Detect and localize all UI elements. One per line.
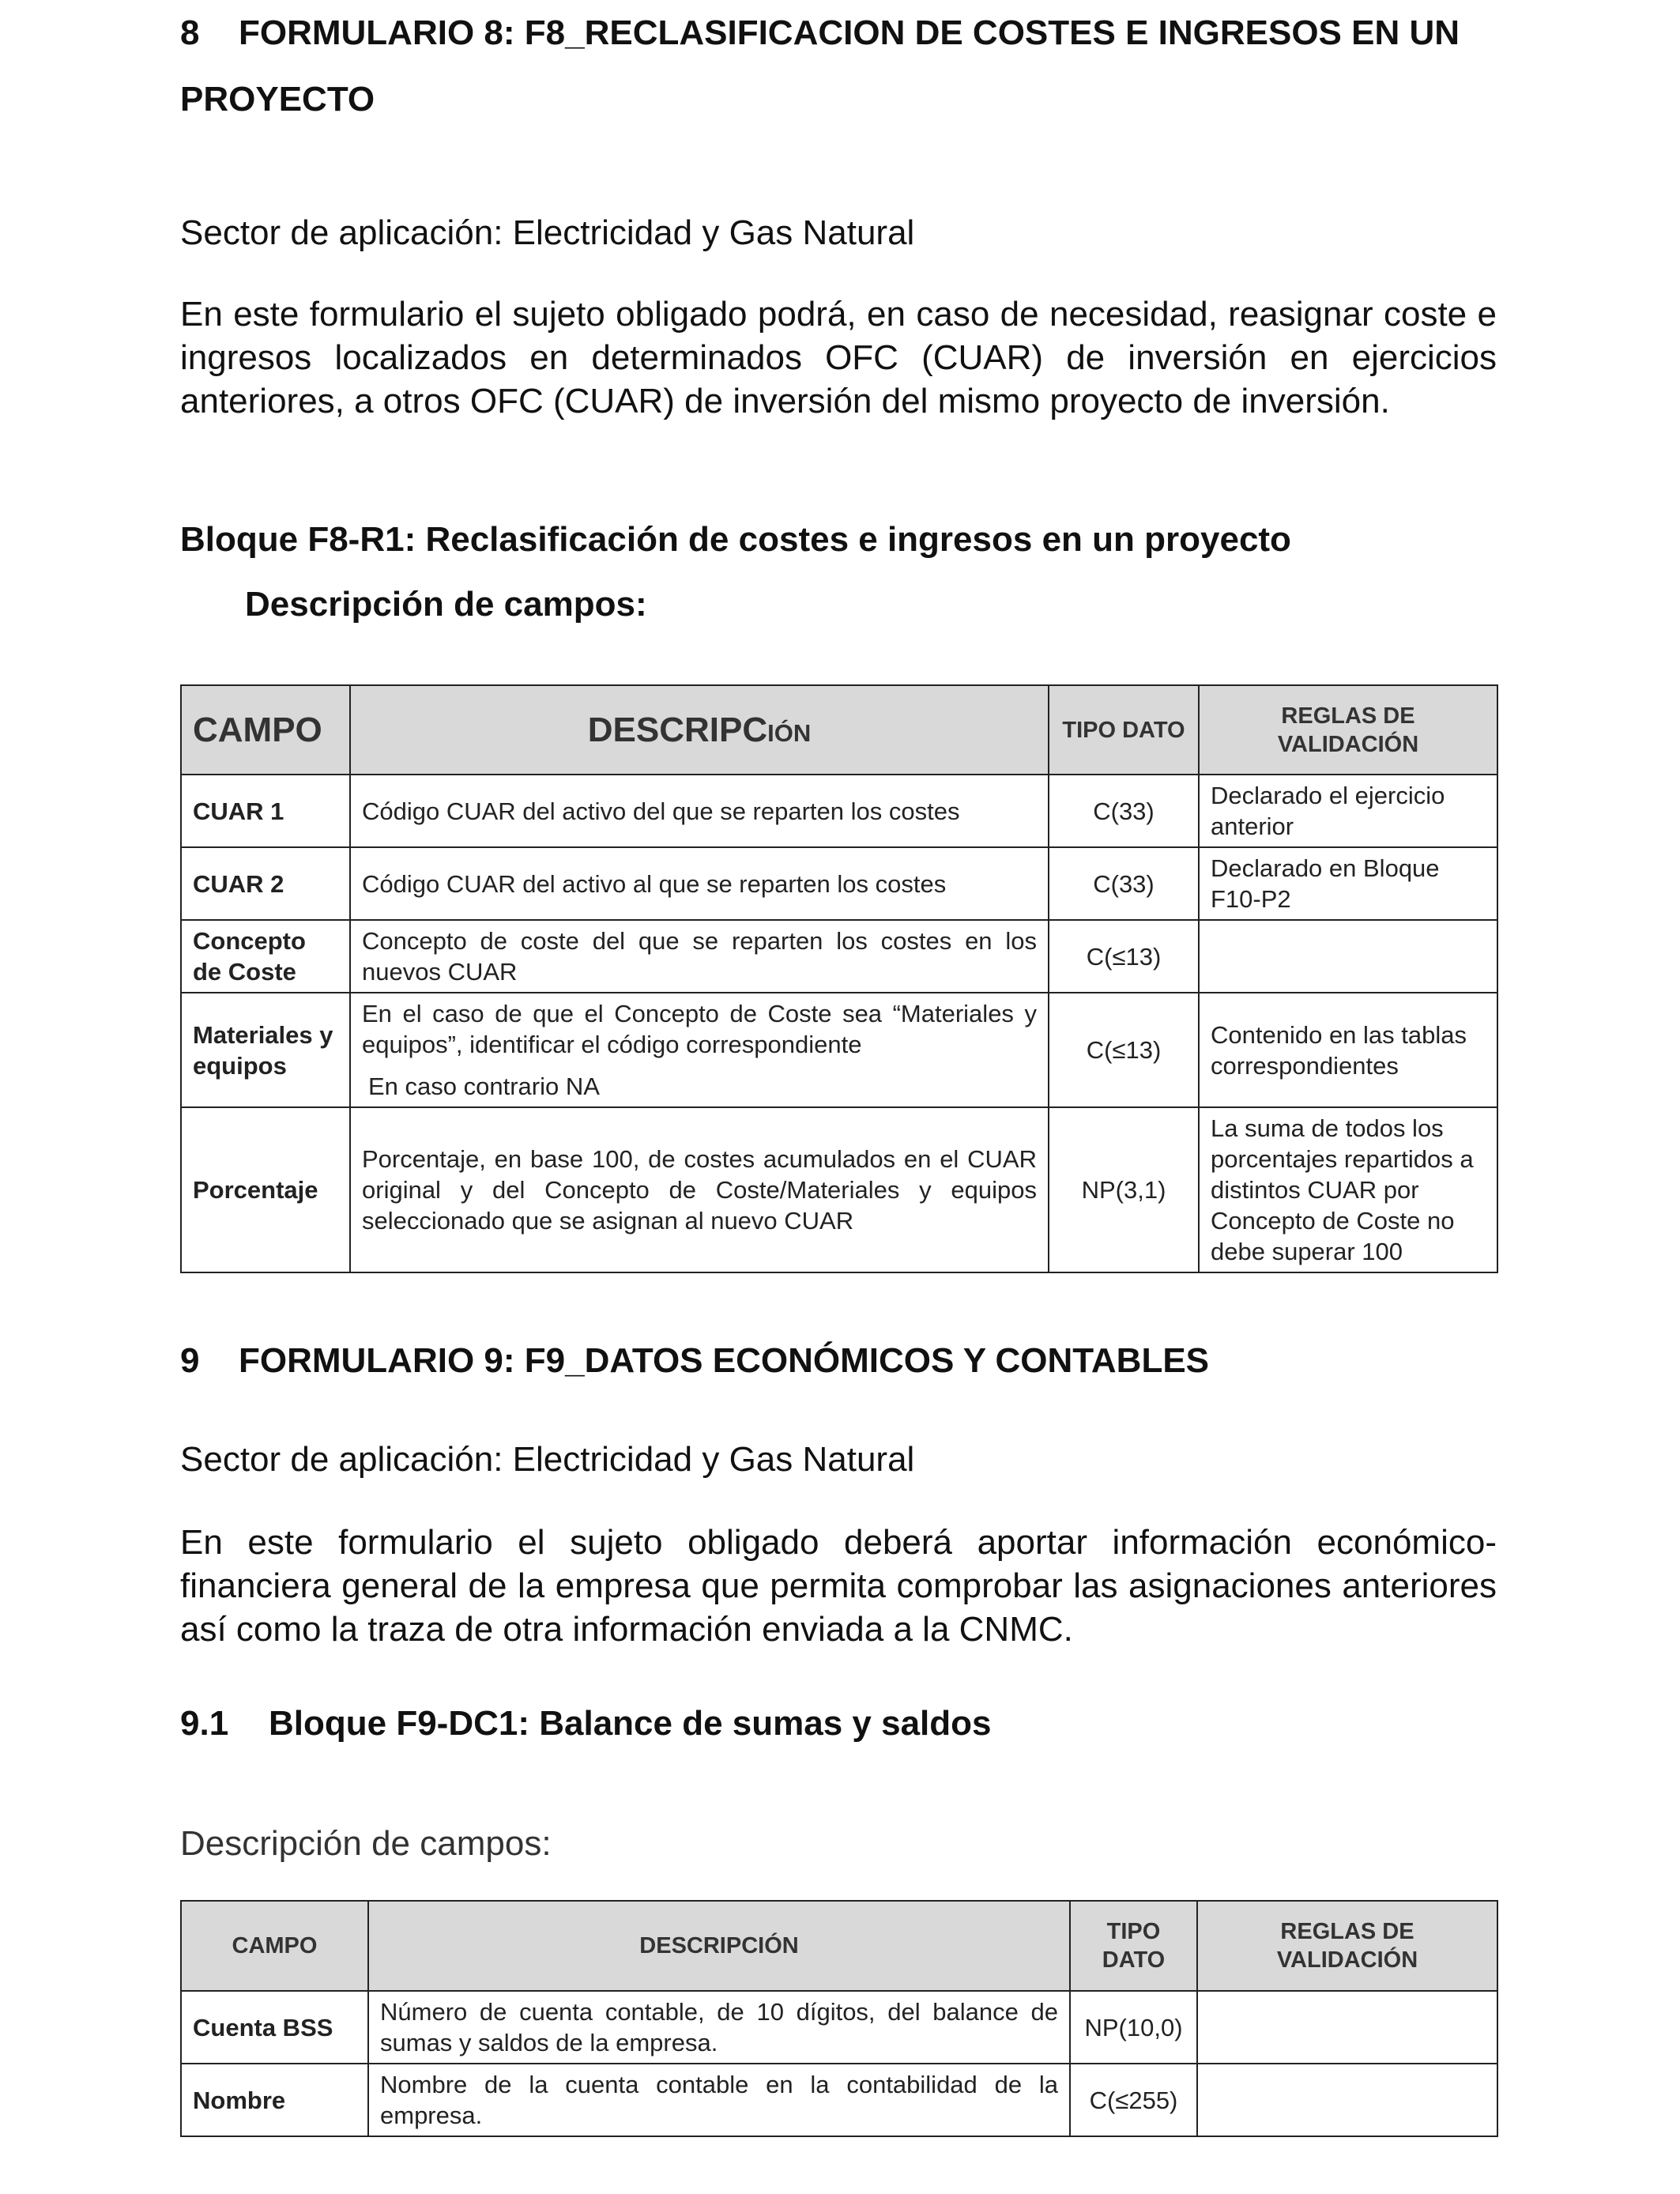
block-f9-dc1-number: 9.1	[180, 1704, 229, 1743]
header-descripcion: DESCRIPCIÓN	[368, 1901, 1070, 1991]
section-9-heading	[180, 1328, 1497, 1394]
campo-cell: CUAR 1	[181, 775, 350, 847]
table-header-row	[181, 685, 1497, 775]
reglas-cell: Declarado el ejercicio anterior	[1199, 775, 1497, 847]
reglas-cell	[1197, 1991, 1497, 2064]
f8-fields-title: Descripción de campos:	[245, 585, 647, 624]
header-reglas-validacion: REGLAS DE VALIDACIÓN	[1197, 1901, 1497, 1991]
tipo-cell: C(33)	[1049, 847, 1199, 920]
table-row	[181, 993, 1497, 1107]
tipo-cell: C(≤13)	[1049, 920, 1199, 993]
block-f9-dc1-heading	[180, 1704, 992, 1744]
reglas-cell: Contenido en las tablas correspondientes	[1199, 993, 1497, 1107]
reglas-cell: La suma de todos los porcentajes repartidos a distintos CUAR por Concepto de Coste no debe superar 100	[1199, 1107, 1497, 1272]
reglas-cell	[1197, 2064, 1497, 2136]
header-campo: CAMPO	[181, 1901, 368, 1991]
header-tipo-dato: TIPO DATO	[1070, 1901, 1197, 1991]
campo-cell: CUAR 2	[181, 847, 350, 920]
tipo-cell: C(≤13)	[1049, 993, 1199, 1107]
descripcion-cell: Concepto de coste del que se reparten los costes en los nuevos CUAR	[350, 920, 1049, 993]
header-descripcion-main: DESCRIPC	[587, 710, 768, 749]
table-row	[181, 2064, 1497, 2136]
section-8-paragraph: En este formulario el sujeto obligado podrá, en caso de necesidad, reasignar coste e ingresos localizados en determinados OFC (CUAR) de inversión en ejercicios anteriores, a otros OFC (CUAR) de inversión del mismo proyecto de inversión.	[180, 295, 1497, 420]
tipo-cell: NP(3,1)	[1049, 1107, 1199, 1272]
descripcion-cell	[350, 993, 1049, 1107]
campo-cell: Materiales y equipos	[181, 993, 350, 1107]
table-header-row	[181, 1901, 1497, 1991]
header-descripcion	[350, 685, 1049, 775]
reglas-cell	[1199, 920, 1497, 993]
header-campo: CAMPO	[181, 685, 350, 775]
header-descripcion-tail: IÓN	[767, 718, 812, 747]
block-f9-dc1-title: Bloque F9-DC1: Balance de sumas y saldos	[269, 1704, 992, 1743]
descripcion-cell: Porcentaje, en base 100, de costes acumulados en el CUAR original y del Concepto de Coste/Materiales y equipos seleccionado que se asignan al nuevo CUAR	[350, 1107, 1049, 1272]
f9-dc1-fields-table	[180, 1900, 1498, 2137]
descripcion-cell: Número de cuenta contable, de 10 dígitos, del balance de sumas y saldos de la empresa.	[368, 1991, 1070, 2064]
descripcion-text: En el caso de que el Concepto de Coste sea “Materiales y equipos”, identificar el código correspondiente	[362, 1000, 1037, 1058]
table-row	[181, 920, 1497, 993]
table-row	[181, 775, 1497, 847]
reglas-cell: Declarado en Bloque F10-P2	[1199, 847, 1497, 920]
campo-cell: Cuenta BSS	[181, 1991, 368, 2064]
f8-r1-fields-table	[180, 684, 1498, 1273]
section-9-number: 9	[180, 1341, 200, 1380]
descripcion-cell: Código CUAR del activo al que se reparten los costes	[350, 847, 1049, 920]
campo-cell: Concepto de Coste	[181, 920, 350, 993]
section-8-sector: Sector de aplicación: Electricidad y Gas Natural	[180, 213, 915, 252]
f9-fields-title: Descripción de campos:	[180, 1824, 552, 1863]
table-row	[181, 847, 1497, 920]
section-9-paragraph: En este formulario el sujeto obligado deberá aportar información económico-financiera general de la empresa que permita comprobar las asignaciones anteriores así como la traza de otra información enviada a la CNMC.	[180, 1523, 1497, 1649]
header-tipo-dato: TIPO DATO	[1049, 685, 1199, 775]
section-8-number: 8	[180, 13, 200, 52]
tipo-cell: C(≤255)	[1070, 2064, 1197, 2136]
tipo-cell: NP(10,0)	[1070, 1991, 1197, 2064]
section-9-title: FORMULARIO 9: F9_DATOS ECONÓMICOS Y CONTABLES	[239, 1341, 1210, 1380]
campo-cell: Porcentaje	[181, 1107, 350, 1272]
table-row	[181, 1107, 1497, 1272]
tipo-cell: C(33)	[1049, 775, 1199, 847]
section-8-title: FORMULARIO 8: F8_RECLASIFICACION DE COSTES E INGRESOS EN UN PROYECTO	[180, 13, 1460, 119]
descripcion-note: En caso contrario NA	[368, 1072, 600, 1100]
descripcion-cell: Nombre de la cuenta contable en la contabilidad de la empresa.	[368, 2064, 1070, 2136]
descripcion-cell: Código CUAR del activo del que se reparten los costes	[350, 775, 1049, 847]
header-reglas-validacion: REGLAS DE VALIDACIÓN	[1199, 685, 1497, 775]
section-9-sector: Sector de aplicación: Electricidad y Gas Natural	[180, 1440, 915, 1479]
campo-cell: Nombre	[181, 2064, 368, 2136]
section-8-heading	[180, 0, 1497, 133]
table-row	[181, 1991, 1497, 2064]
block-f8-r1-title: Bloque F8-R1: Reclasificación de costes e ingresos en un proyecto	[180, 520, 1291, 559]
